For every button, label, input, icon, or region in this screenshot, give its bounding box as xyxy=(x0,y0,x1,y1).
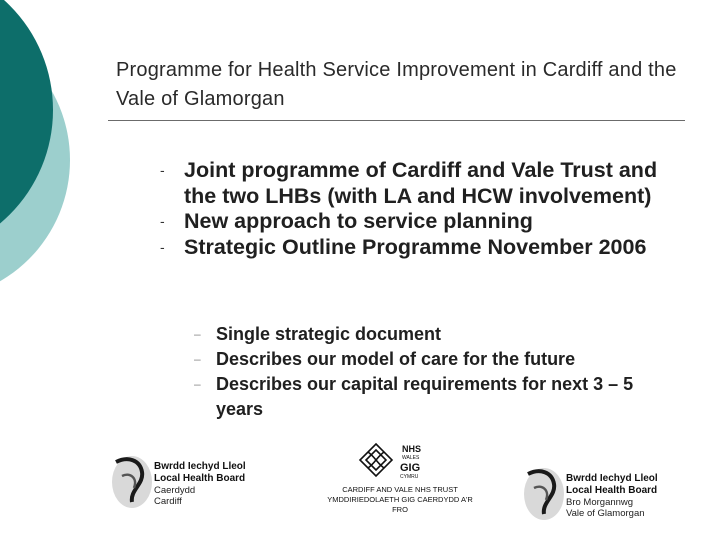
slide-title: Programme for Health Service Improvement in Cardiff and the Vale of Glamorgan xyxy=(116,59,677,110)
sub-bullet-text: Single strategic document xyxy=(216,324,442,344)
vale-lhb-logo xyxy=(522,460,662,530)
title-divider xyxy=(108,120,685,121)
bullet-item xyxy=(160,209,680,235)
lhb-welsh-name: Bwrdd Iechyd Lleol xyxy=(154,461,246,472)
sub-bullet-dash: – xyxy=(194,377,201,391)
sub-bullet-item xyxy=(194,372,674,422)
sub-bullet-text: Describes our capital requirements for next 3 – 5 years xyxy=(216,374,634,419)
nhs-badge-text: NHS xyxy=(402,444,422,454)
sub-bullet-dash: – xyxy=(194,327,201,341)
bullet-dash: - xyxy=(160,213,165,229)
lhb-emblem-icon xyxy=(522,462,568,524)
main-bullet-list xyxy=(160,158,680,260)
bullet-text: Strategic Outline Programme November 2006 xyxy=(184,234,647,259)
bullet-text: New approach to service planning xyxy=(184,209,533,233)
sub-bullet-dash: – xyxy=(194,352,201,366)
lhb-english-name: Local Health Board xyxy=(566,485,658,496)
nhs-trust-welsh: YMDDIRIEDOLAETH GIG CAERDYDD A'R xyxy=(327,495,473,504)
bullet-text: Joint programme of Cardiff and Vale Trust and the two LHBs (with LA and HCW involvement) xyxy=(184,158,658,208)
vale-lhb-text xyxy=(566,473,666,519)
lhb-emblem-icon xyxy=(110,450,156,512)
nhs-trust-welsh-cont: FRO xyxy=(392,505,408,514)
sub-bullet-text: Describes our model of care for the future xyxy=(216,349,576,369)
sub-bullet-list xyxy=(194,322,674,422)
lhb-welsh-name: Bwrdd Iechyd Lleol xyxy=(566,473,658,484)
nhs-wales-emblem-icon xyxy=(354,440,444,484)
lhb-english-name: Local Health Board xyxy=(154,473,246,484)
bullet-dash: - xyxy=(160,162,165,178)
sub-bullet-item xyxy=(194,347,674,372)
gig-badge-text: GIG xyxy=(400,462,421,474)
bullet-item xyxy=(160,158,680,209)
cymru-badge-text: CYMRU xyxy=(400,474,419,480)
cardiff-lhb-logo xyxy=(110,448,250,518)
sub-bullet-item xyxy=(194,322,674,347)
lhb-area-welsh: Caerdydd xyxy=(154,485,196,496)
nhs-trust-english: CARDIFF AND VALE NHS TRUST xyxy=(342,485,458,494)
bullet-dash: - xyxy=(160,238,165,255)
bullet-item xyxy=(160,235,680,261)
lhb-area-welsh: Bro Morgannwg xyxy=(566,497,634,508)
wales-badge-text: WALES xyxy=(402,455,420,461)
lhb-area-english: Cardiff xyxy=(154,496,182,507)
nhs-trust-logo xyxy=(310,440,490,520)
lhb-area-english: Vale of Glamorgan xyxy=(566,508,645,519)
decorative-circles xyxy=(0,0,120,300)
cardiff-lhb-text xyxy=(154,461,254,507)
